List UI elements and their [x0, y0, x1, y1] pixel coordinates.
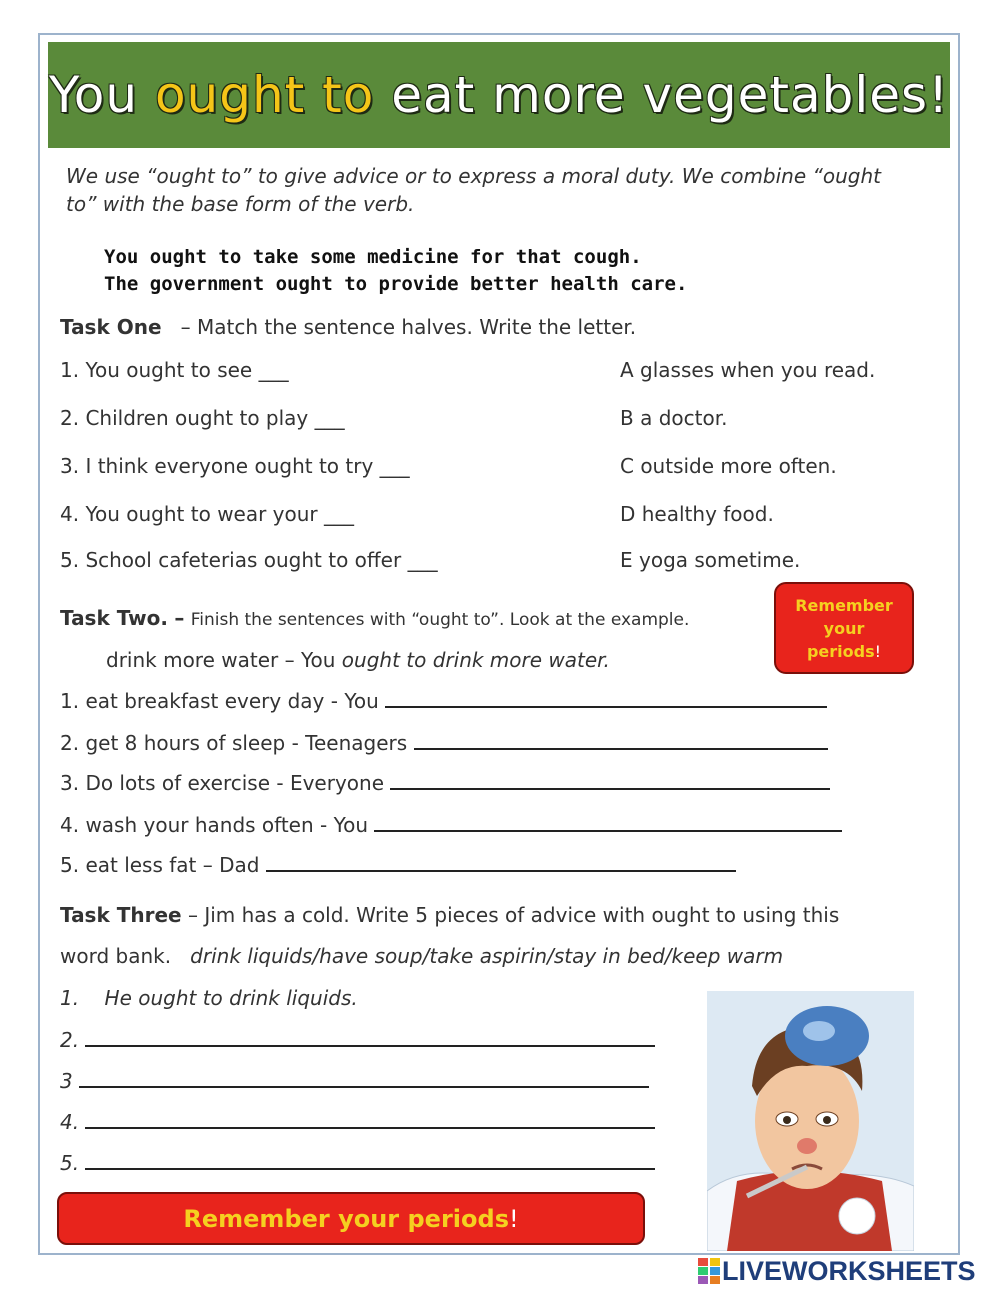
- title-banner: [48, 42, 950, 148]
- task-one-label: Task One: [60, 315, 162, 339]
- task-two-item: 1. eat breakfast every day - You: [60, 688, 827, 713]
- logo-icon: [698, 1258, 722, 1284]
- example-sentence: The government ought to provide better health care.: [104, 273, 688, 295]
- match-left-item[interactable]: 5. School cafeterias ought to offer ___: [60, 548, 438, 572]
- match-right-item: C outside more often.: [620, 454, 837, 478]
- title-highlight: ought to: [154, 66, 375, 124]
- task-two-item: 4. wash your hands often - You: [60, 812, 842, 837]
- task-three-item: 5.: [60, 1150, 655, 1175]
- task-three-instruction: – Jim has a cold. Write 5 pieces of advice with ought to using this: [181, 903, 840, 927]
- answer-blank[interactable]: [390, 770, 830, 790]
- match-left-item[interactable]: 1. You ought to see ___: [60, 358, 289, 382]
- remember-periods-banner: Remember your periods !: [57, 1192, 645, 1245]
- task-two-example: drink more water – You ought to drink more water.: [106, 648, 610, 672]
- match-right-item: A glasses when you read.: [620, 358, 876, 382]
- task-two-heading: Task Two. – Finish the sentences with “ought to”. Look at the example.: [60, 606, 690, 630]
- match-right-item: E yoga sometime.: [620, 548, 801, 572]
- task-two-instruction: Finish the sentences with “ought to”. Look at the example.: [190, 610, 690, 630]
- task-two-label: Task Two.: [60, 606, 168, 630]
- match-right-item: B a doctor.: [620, 406, 728, 430]
- match-left-item[interactable]: 3. I think everyone ought to try ___: [60, 454, 410, 478]
- task-two-item: 3. Do lots of exercise - Everyone: [60, 770, 830, 795]
- sick-man-illustration: [707, 991, 914, 1251]
- answer-blank[interactable]: [85, 1027, 655, 1047]
- task-three-heading: [60, 903, 839, 927]
- intro-text: We use “ought to” to give advice or to express a moral duty. We combine “ought to” with the base form of the verb.: [66, 164, 881, 216]
- answer-blank[interactable]: [85, 1150, 655, 1170]
- task-three-example: 1. He ought to drink liquids.: [60, 986, 358, 1010]
- task-three-item: 3: [60, 1068, 649, 1093]
- word-bank: drink liquids/have soup/take aspirin/stay in bed/keep warm: [190, 944, 784, 968]
- match-left-item[interactable]: 2. Children ought to play ___: [60, 406, 345, 430]
- answer-blank[interactable]: [385, 688, 827, 708]
- answer-blank[interactable]: [266, 852, 736, 872]
- answer-blank[interactable]: [79, 1068, 649, 1088]
- task-one-instruction: – Match the sentence halves. Write the letter.: [180, 315, 637, 339]
- task-one-heading: [60, 315, 636, 339]
- example-sentences: [104, 244, 687, 298]
- task-three-item: 2.: [60, 1027, 655, 1052]
- match-left-item[interactable]: 4. You ought to wear your ___: [60, 502, 355, 526]
- match-right-item: D healthy food.: [620, 502, 774, 526]
- task-three-item: 4.: [60, 1109, 655, 1134]
- task-three-label: Task Three: [60, 903, 182, 927]
- example-sentence: You ought to take some medicine for that cough.: [104, 246, 642, 268]
- answer-blank[interactable]: [85, 1109, 655, 1129]
- answer-blank[interactable]: [374, 812, 842, 832]
- answer-blank[interactable]: [414, 730, 828, 750]
- task-two-item: 5. eat less fat – Dad: [60, 852, 736, 877]
- remember-periods-note: Remember your periods!: [774, 582, 914, 674]
- task-two-item: 2. get 8 hours of sleep - Teenagers: [60, 730, 828, 755]
- word-bank-line: word bank. drink liquids/have soup/take aspirin/stay in bed/keep warm: [60, 944, 784, 968]
- brand-name: LIVEWORKSHEETS: [722, 1255, 976, 1286]
- page-title: You ought to eat more vegetables!: [48, 66, 950, 124]
- liveworksheets-logo: [698, 1256, 976, 1286]
